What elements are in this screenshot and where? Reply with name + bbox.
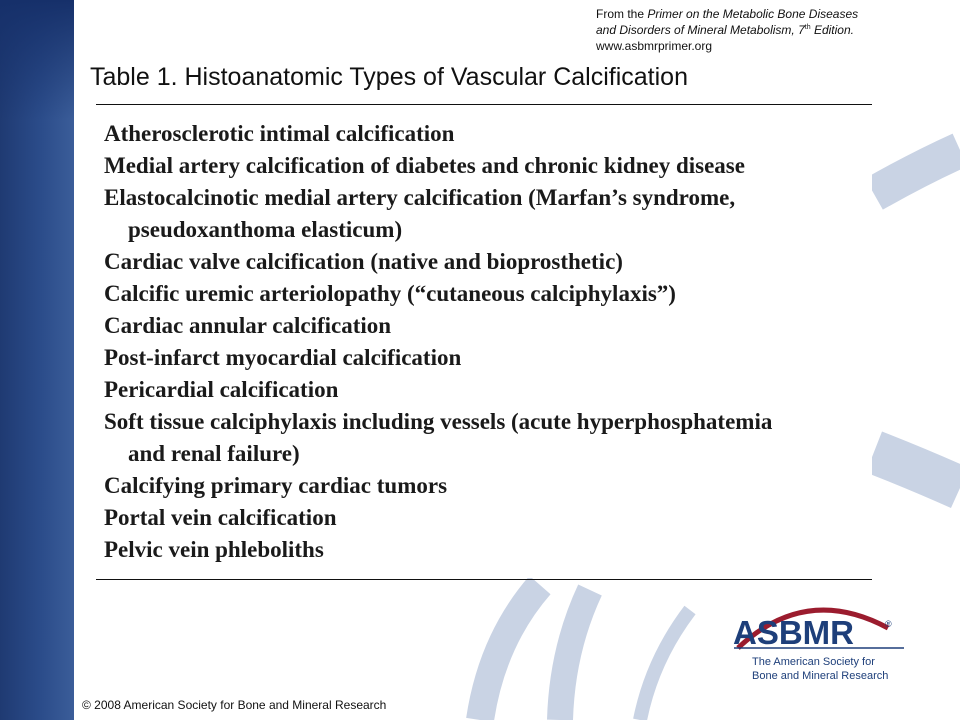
list-item-text: Cardiac annular calcification <box>104 313 392 338</box>
left-sidebar-shade <box>0 0 74 120</box>
list-item <box>104 310 772 342</box>
list-item-text: Medial artery calcification of diabetes and chronic kidney disease <box>104 153 745 178</box>
list-item-text: Post-infarct myocardial calcification <box>104 345 462 370</box>
list-item <box>104 534 772 566</box>
list-item <box>104 342 772 374</box>
citation-superscript: th <box>804 24 811 31</box>
list-item-text: Soft tissue calciphylaxis including vessels (acute hyperphosphatemia <box>104 409 773 434</box>
logo-acronym: ASBMR <box>733 614 854 651</box>
list-item-text: Calcific uremic arteriolopathy (“cutaneous calciphylaxis”) <box>104 281 676 306</box>
logo-registered-mark: ® <box>885 619 892 629</box>
table-bottom-rule <box>96 579 872 580</box>
logo-full-name <box>752 655 888 683</box>
logo-name-line2: Bone and Mineral Research <box>752 670 889 682</box>
calcification-type-list <box>104 118 772 566</box>
copyright-notice: © 2008 American Society for Bone and Mineral Research <box>82 698 387 712</box>
list-item <box>104 150 772 182</box>
list-item-text: Pelvic vein phleboliths <box>104 537 324 562</box>
table-top-rule <box>96 104 872 105</box>
list-item-text: Elastocalcinotic medial artery calcification (Marfan’s syndrome, <box>104 185 736 210</box>
arc-lower-right <box>640 610 690 720</box>
list-item <box>104 502 772 534</box>
citation-prefix: From the <box>596 7 648 21</box>
slide-title: Table 1. Histoanatomic Types of Vascular Calcification <box>90 63 688 91</box>
arc-top-right <box>874 150 960 194</box>
list-item-text: Portal vein calcification <box>104 505 337 530</box>
list-item <box>104 406 772 470</box>
citation-book-title-part1: Primer on the Metabolic Bone Diseases <box>647 7 859 21</box>
citation-edition: Edition. <box>810 23 854 37</box>
arc-lower-left <box>480 585 540 720</box>
list-item-text: Pericardial calcification <box>104 377 339 402</box>
source-citation <box>596 6 952 54</box>
arc-lower-mid <box>560 590 590 720</box>
list-item <box>104 470 772 502</box>
logo-name-line1: The American Society for <box>752 656 875 668</box>
citation-book-title-part2: and Disorders of Mineral Metabolism, 7 <box>596 23 805 37</box>
list-item <box>104 374 772 406</box>
list-item <box>104 182 772 246</box>
list-item <box>104 118 772 150</box>
list-item-continuation: pseudoxanthoma elasticum) <box>128 217 403 242</box>
list-item-text: Atherosclerotic intimal calcification <box>104 121 455 146</box>
list-item-text: Calcifying primary cardiac tumors <box>104 473 448 498</box>
list-item-text: Cardiac valve calcification (native and bioprosthetic) <box>104 249 623 274</box>
arc-mid-right <box>874 452 960 488</box>
list-item-continuation: and renal failure) <box>128 441 300 466</box>
citation-url: www.asbmrprimer.org <box>596 39 713 53</box>
list-item <box>104 278 772 310</box>
list-item <box>104 246 772 278</box>
